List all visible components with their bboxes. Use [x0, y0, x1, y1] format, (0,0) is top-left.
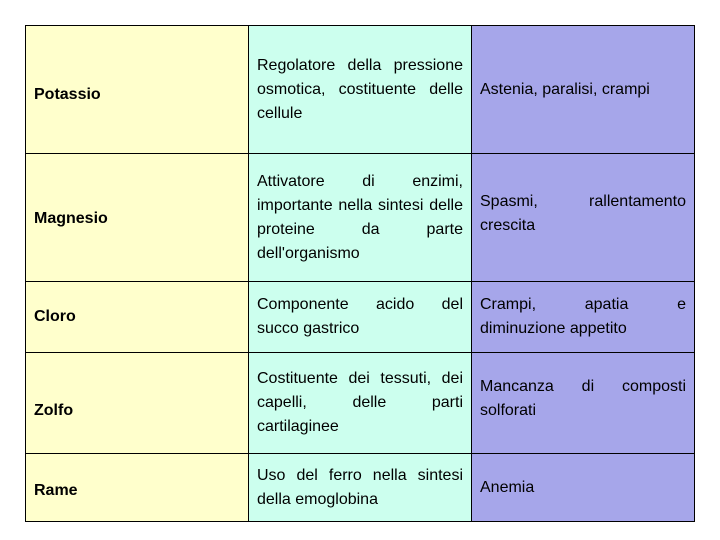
mineral-name: Cloro [34, 308, 76, 325]
mineral-name-cell [26, 26, 249, 154]
mineral-function: Componente acido del succo gastrico [257, 296, 463, 337]
mineral-name: Zolfo [34, 402, 74, 419]
mineral-function: Uso del ferro nella sintesi della emoglobina [257, 466, 463, 508]
mineral-deficiency: Mancanza di composti solforati [480, 378, 686, 419]
mineral-name: Potassio [34, 85, 101, 103]
mineral-deficiency-cell [472, 353, 695, 454]
mineral-deficiency: Spasmi, rallentamento crescita [480, 192, 686, 234]
mineral-deficiency: Anemia [480, 478, 535, 496]
mineral-name-cell [26, 454, 249, 522]
table-row-potassio [26, 26, 695, 154]
table-row-zolfo [26, 353, 695, 454]
mineral-function-cell [249, 282, 472, 353]
mineral-deficiency-cell [472, 282, 695, 353]
mineral-name: Magnesio [34, 209, 108, 227]
mineral-deficiency: Crampi, apatia e diminuzione appetito [480, 296, 686, 337]
mineral-function-cell [249, 26, 472, 154]
mineral-deficiency: Astenia, paralisi, crampi [480, 80, 650, 98]
mineral-name-cell [26, 154, 249, 282]
mineral-function-cell [249, 454, 472, 522]
minerals-table [25, 25, 695, 522]
table-row-rame [26, 454, 695, 522]
table-row-cloro [26, 282, 695, 353]
table-row-magnesio [26, 154, 695, 282]
mineral-function-cell [249, 154, 472, 282]
mineral-function: Regolatore della pressione osmotica, costituente delle cellule [257, 56, 463, 122]
mineral-function-cell [249, 353, 472, 454]
mineral-deficiency-cell [472, 454, 695, 522]
mineral-name-cell [26, 282, 249, 353]
mineral-function: Costituente dei tessuti, dei capelli, delle parti cartilaginee [257, 370, 463, 435]
mineral-deficiency-cell [472, 154, 695, 282]
mineral-function: Attivatore di enzimi, importante nella sintesi delle proteine da parte dell'organismo [257, 172, 463, 262]
mineral-name-cell [26, 353, 249, 454]
mineral-name: Rame [34, 481, 78, 499]
mineral-deficiency-cell [472, 26, 695, 154]
